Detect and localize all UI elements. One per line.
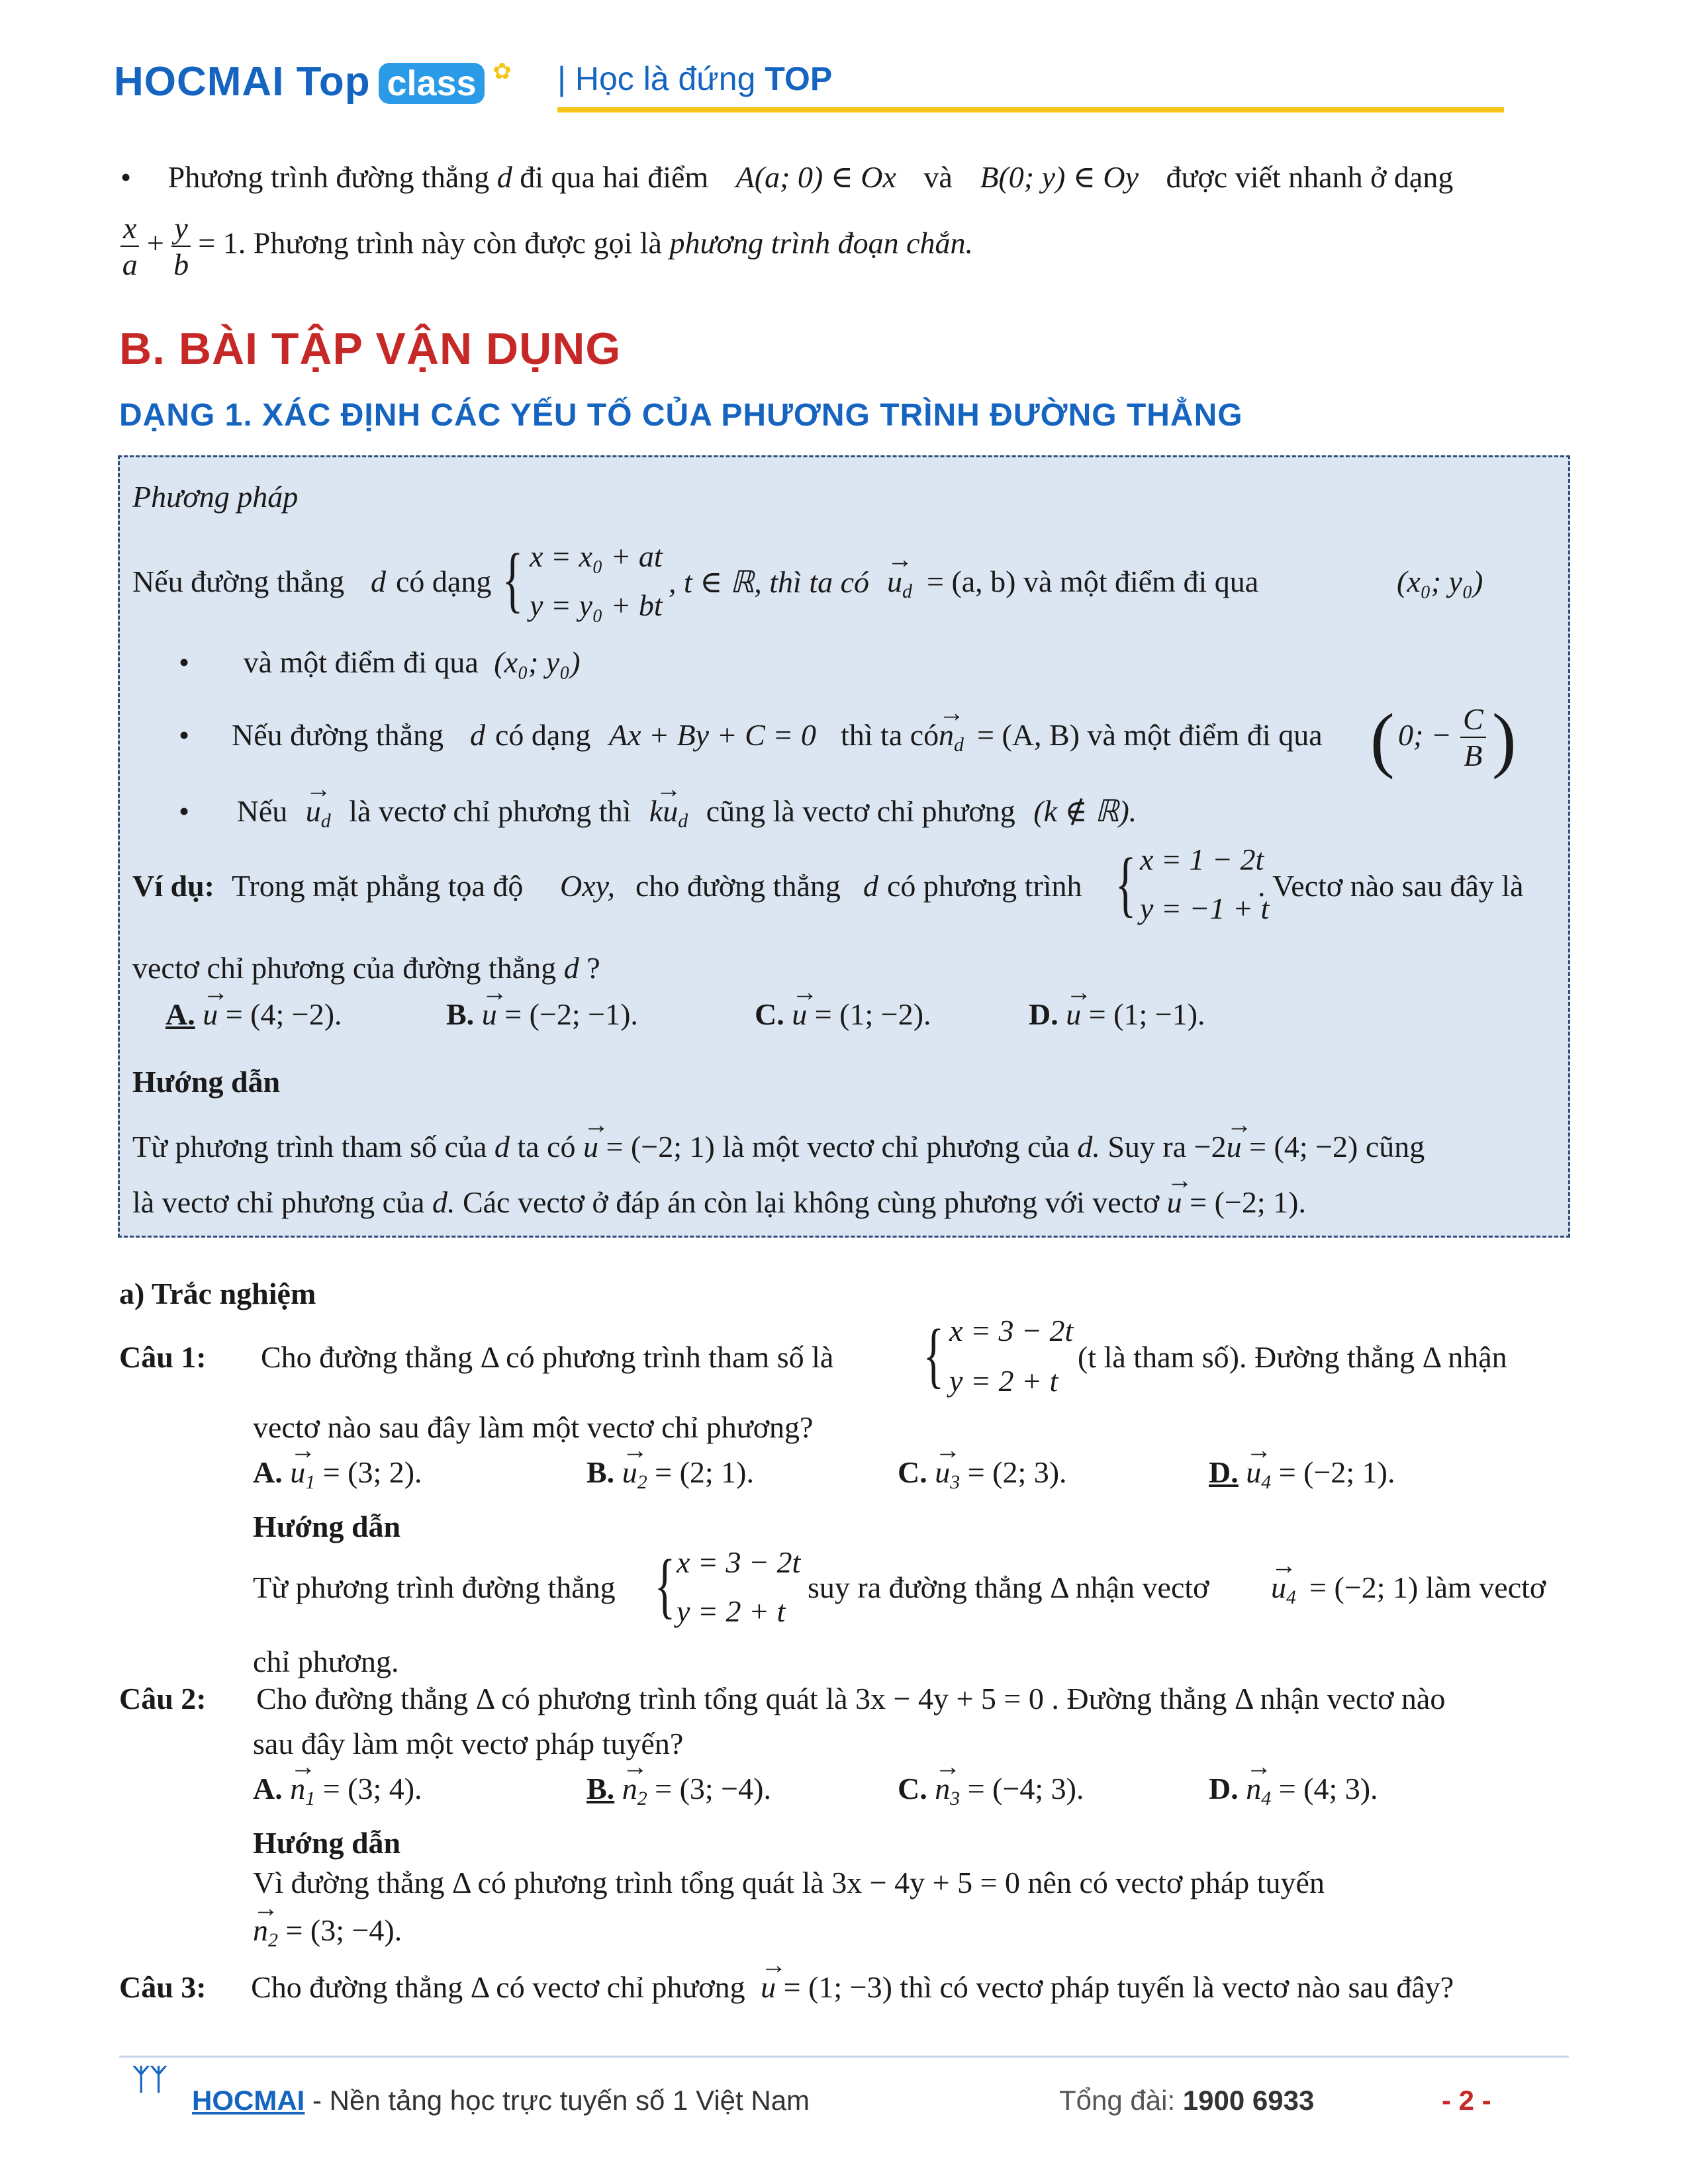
option-value: = (2; 3). xyxy=(967,1455,1067,1489)
example-hd-title: Hướng dẫn xyxy=(132,1065,281,1099)
q1-hd-sys-x: x = 3 − 2t xyxy=(677,1545,801,1579)
b3-text-c: cũng là vectơ chỉ phương xyxy=(706,794,1015,828)
b2-text-a: Nếu đường thẳng xyxy=(232,718,444,752)
point-b: B(0; y) ∈ Oy xyxy=(980,160,1139,194)
q2-hd-text-b: = (3; −4). xyxy=(285,1913,402,1947)
option-label: D. xyxy=(1209,1772,1239,1805)
example-text-2: cho đường thẳng xyxy=(635,869,841,903)
option-value: = (−4; 3). xyxy=(967,1772,1084,1805)
and-text: và xyxy=(923,160,953,194)
option-value: = (2; 1). xyxy=(655,1455,754,1489)
intro-eq: = 1. xyxy=(198,226,246,260)
q2-option-c: C. → $n_3 = (-4$; 3). xyxy=(898,1771,1084,1810)
question-3 xyxy=(119,1970,1569,2005)
option-b: B. → u = (−2; −1). xyxy=(446,997,638,1032)
hd1-text-c: = (−2; 1) là một vectơ chỉ phương của xyxy=(606,1130,1070,1163)
q2-option-a: A. → $n_1 = (3$; 4). xyxy=(253,1771,422,1810)
intro-term: phương trình đoạn chắn. xyxy=(669,226,973,260)
sys1-x: x = x₀ + at xyxy=(530,539,663,573)
footer-hotline xyxy=(1059,2085,1314,2116)
q1-sys-x: x = 3 − 2t xyxy=(949,1314,1074,1347)
bullet-icon: • xyxy=(120,160,132,194)
q2-hd-title: Hướng dẫn xyxy=(253,1826,401,1860)
example-line-2-text: vectơ chỉ phương của đường thẳng xyxy=(132,951,557,985)
hd1-text-d: Suy ra −2 xyxy=(1107,1130,1227,1163)
b3-text-d: (k ∉ ℝ). xyxy=(1033,794,1137,828)
q1-hd-title: Hướng dẫn xyxy=(253,1510,401,1543)
logo-text: HOCMAI Top xyxy=(114,59,371,105)
p1-point: (x₀; y₀) xyxy=(1397,565,1483,598)
footer-tagline: - Nền tảng học trực tuyến số 1 Việt Nam xyxy=(305,2085,810,2116)
dang-1-title: DẠNG 1. XÁC ĐỊNH CÁC YẾU TỐ CỦA PHƯƠNG TRÌNH ĐƯỜNG THẲNG xyxy=(119,398,1243,433)
option-label: A. xyxy=(253,1455,283,1489)
vector-n2: → $n_2$ xyxy=(253,1913,278,1952)
b3-text-a: Nếu xyxy=(236,794,288,828)
vector-u-d: → $u_d$ xyxy=(306,794,331,833)
vector-u: → u xyxy=(761,1970,776,2005)
p1-text-c: , t ∈ ℝ, thì ta có xyxy=(669,565,870,599)
option-c: C. → u = (1; −2). xyxy=(755,997,931,1032)
header-underline xyxy=(557,107,1504,113)
hotline-number: 1900 6933 xyxy=(1182,2085,1315,2116)
q1-sys-y: y = 2 + t xyxy=(949,1364,1058,1398)
bullet-icon: • xyxy=(179,645,190,679)
option-a: A. → u = (4; −2). xyxy=(165,997,342,1032)
q1-option-d: D. → $u_4 = (-2$; 1). xyxy=(1209,1455,1395,1494)
hd1-text-a: Từ phương trình tham số của xyxy=(132,1130,487,1163)
paren-icon: ( xyxy=(1370,699,1395,780)
intro-text: Phương trình đường thẳng xyxy=(167,160,490,194)
paren-icon: ) xyxy=(1492,699,1517,780)
method-title: Phương pháp xyxy=(132,480,299,514)
hotline-label: Tổng đài: xyxy=(1059,2085,1183,2116)
q2-hd-text-a: Vì đường thẳng Δ có phương trình tổng quát là 3x − 4y + 5 = 0 nên có vectơ pháp tuyến xyxy=(253,1866,1325,1899)
intro-text-2: đi qua hai điểm xyxy=(520,160,709,194)
option-value: = (−2; 1). xyxy=(1278,1455,1395,1489)
hd2-text-b: Các vectơ ở đáp án còn lại không cùng phương với vectơ xyxy=(462,1185,1160,1219)
page-number: - 2 - xyxy=(1442,2085,1491,2116)
footer-line xyxy=(119,2056,1569,2058)
option-label: D. xyxy=(1209,1455,1239,1489)
q2-options xyxy=(253,1771,1511,1811)
footer-text xyxy=(192,2085,810,2116)
brace-icon: { xyxy=(1115,843,1137,924)
footer-logo-icon: ᛉᛉ xyxy=(132,2064,167,2096)
q1-text-b: (t là tham số). Đường thẳng Δ nhận xyxy=(1078,1340,1507,1374)
example-oxy: Oxy, xyxy=(560,869,616,903)
q2-text-a: Cho đường thẳng Δ có phương trình tổng quát là 3x − 4y + 5 = 0 . Đường thẳng Δ nhận vectơ nào xyxy=(256,1682,1446,1715)
intro-line-2: $\frac{x}{a}$ + $\frac{y}{b}$ = 1. Phương trình này còn được gọi là phương trình đoạn chắn. xyxy=(120,210,973,282)
example-sys-y: y = −1 + t xyxy=(1140,891,1270,925)
bullet-icon: • xyxy=(179,718,190,752)
example-text: Trong mặt phẳng tọa độ xyxy=(232,869,524,903)
q1-text-a: Cho đường thẳng Δ có phương trình tham số là xyxy=(261,1340,834,1374)
hd2-text-c: = (−2; 1). xyxy=(1190,1185,1306,1219)
example-line-2: vectơ chỉ phương của đường thẳng d ? xyxy=(132,951,600,985)
bullet-icon: • xyxy=(179,794,190,828)
option-label: D. xyxy=(1029,997,1058,1031)
p1-text-d: = (a, b) và một điểm đi qua xyxy=(927,565,1259,598)
part-a-title: a) Trắc nghiệm xyxy=(119,1277,316,1310)
q3-text-b: = (1; −3) thì có vectơ pháp tuyến là vectơ nào sau đây? xyxy=(783,1970,1454,2004)
option-label: C. xyxy=(898,1772,927,1805)
p1-text-a: Nếu đường thẳng xyxy=(132,565,345,598)
star-icon: ✿ xyxy=(492,59,512,84)
option-label: B. xyxy=(586,1455,615,1489)
example-sys-x: x = 1 − 2t xyxy=(1140,842,1264,876)
option-label: C. xyxy=(898,1455,927,1489)
option-label: B. xyxy=(586,1772,615,1805)
b2-text-c: thì ta có xyxy=(841,718,939,752)
brace-icon: { xyxy=(923,1314,945,1395)
vector-u-d: → $u_d$ xyxy=(887,564,912,603)
option-label: B. xyxy=(446,997,475,1031)
q2-text-b: sau đây làm một vectơ pháp tuyến? xyxy=(253,1727,684,1760)
b2-text-d: = (A, B) và một điểm đi qua xyxy=(977,718,1323,752)
option-value: = (4; −2). xyxy=(225,997,342,1031)
q3-text-a: Cho đường thẳng Δ có vectơ chỉ phương xyxy=(251,1970,745,2004)
example: Ví dụ: Trong mặt phẳng tọa độ Oxy, cho đường thẳng d có phương trình { x = 1 − 2t y = −1 + t . Vectơ nào sau đây là xyxy=(132,842,1524,925)
q3-label: Câu 3: xyxy=(119,1970,207,2004)
b1-point: (x₀; y₀) xyxy=(494,645,581,679)
example-text-4: . Vectơ nào sau đây là xyxy=(1258,869,1524,903)
vector-u4: → $u_4$ xyxy=(1271,1570,1296,1609)
q1-hd-text-c: = (−2; 1) làm vectơ xyxy=(1309,1570,1546,1604)
b2-point: 0; − xyxy=(1398,718,1452,752)
p1-text-b: có dạng xyxy=(396,565,492,598)
q1-hd-text-d: chỉ phương. xyxy=(253,1645,399,1678)
option-label: C. xyxy=(755,997,784,1031)
header-logo xyxy=(114,58,512,105)
method-bullet-2: • Nếu đường thẳng d có dạng Ax + By + C = 0 thì ta có → $n_d$ = (A, B) và một điểm đi qua ( 0; − $\frac{C}{B}$ ) xyxy=(179,703,1556,782)
option-value: = (1; −1). xyxy=(1088,997,1205,1031)
intro-text-3: được viết nhanh ở dạng xyxy=(1166,160,1454,194)
q1-option-a: A. → $u_1 = (3$; 2). xyxy=(253,1455,422,1494)
q1-text-c: vectơ nào sau đây làm một vectơ chỉ phương? xyxy=(253,1410,814,1444)
question-1 xyxy=(119,1314,1569,1398)
example-hd-line-1: Từ phương trình tham số của d ta có → u = (−2; 1) là một vectơ chỉ phương của d. Suy ra −2→ u = (4; −2) cũng xyxy=(132,1129,1556,1164)
b3-text-b: là vectơ chỉ phương thì xyxy=(349,794,632,828)
b2-text-b: có dạng xyxy=(495,718,591,752)
example-hd-line-2: là vectơ chỉ phương của d. Các vectơ ở đáp án còn lại không cùng phương với vectơ → u = (−2; 1). xyxy=(132,1185,1306,1220)
example-label: Ví dụ: xyxy=(132,869,214,903)
method-bullet-3 xyxy=(179,793,1556,833)
example-q-mark: ? xyxy=(586,951,600,985)
option-value: = (4; 3). xyxy=(1278,1772,1378,1805)
q1-hd-text-a: Từ phương trình đường thẳng xyxy=(253,1570,616,1604)
option-value: = (−2; −1). xyxy=(504,997,638,1031)
b1-text: và một điểm đi qua xyxy=(243,645,479,679)
hd2-text-a: là vectơ chỉ phương của xyxy=(132,1185,425,1219)
option-value: = (3; −4). xyxy=(655,1772,771,1805)
intro-line-1: • Phương trình đường thẳng d đi qua hai điểm A(a; 0) ∈ Ox và B(0; y) ∈ Oy được viết nhanh ở dạng xyxy=(120,160,1454,194)
option-value: = (3; 2). xyxy=(322,1455,422,1489)
option-value: = (3; 4). xyxy=(322,1772,422,1805)
example-text-3: có phương trình xyxy=(887,869,1082,903)
point-a: A(a; 0) ∈ Ox xyxy=(735,160,896,194)
section-b-title: B. BÀI TẬP VẬN DỤNG xyxy=(119,324,622,374)
hd1-text-e: = (4; −2) cũng xyxy=(1249,1130,1425,1163)
option-label: A. xyxy=(253,1772,283,1805)
frac-y-b: $\frac{y}{b}$ xyxy=(171,210,190,282)
brace-icon: { xyxy=(502,539,524,619)
footer-brand[interactable]: HOCMAI xyxy=(192,2085,305,2116)
q1-option-b: B. → $u_2 = (2$; 1). xyxy=(586,1455,754,1494)
slogan-top: TOP xyxy=(765,60,833,97)
vector-ku-d: → $ku_d$ xyxy=(649,794,688,833)
q2-option-d: D. → $n_4 = (4$; 3). xyxy=(1209,1771,1378,1810)
q2-hd-line-2 xyxy=(253,1913,402,1952)
frac-c-b: $\frac{C}{B}$ xyxy=(1460,702,1486,773)
q1-hd xyxy=(253,1545,1570,1628)
method-bullet-1 xyxy=(179,645,581,680)
q1-options xyxy=(253,1455,1511,1494)
q2-label: Câu 2: xyxy=(119,1682,207,1715)
vector-n-d: → $n_d$ xyxy=(939,717,964,756)
option-value: = (1; −2). xyxy=(814,997,931,1031)
option-d: D. → u = (1; −1). xyxy=(1029,997,1205,1032)
q1-hd-sys-y: y = 2 + t xyxy=(677,1594,786,1628)
q1-label: Câu 1: xyxy=(119,1340,207,1374)
brace-icon: { xyxy=(654,1545,676,1625)
question-2 xyxy=(119,1681,1569,1716)
example-options xyxy=(165,997,1489,1036)
b2-eq: Ax + By + C = 0 xyxy=(609,718,816,752)
header-slogan xyxy=(557,60,832,98)
intro-text-4: Phương trình này còn được gọi là xyxy=(253,226,662,260)
hd1-text-b: ta có xyxy=(517,1130,576,1163)
slogan-text: | Học là đứng xyxy=(557,60,756,97)
q1-option-c: C. → $u_3 = (2$; 3). xyxy=(898,1455,1067,1494)
sys1-y: y = y₀ + bt xyxy=(530,588,663,622)
method-para-1: Nếu đường thẳng d có dạng { x = x₀ + at y = y₀ + bt , t ∈ ℝ, thì ta có → $u_d$ = (a, b) và một điểm đi qua (x₀; y₀) xyxy=(132,543,1562,635)
logo-badge: class xyxy=(379,63,484,104)
q1-hd-text-b: suy ra đường thẳng Δ nhận vectơ xyxy=(808,1570,1209,1604)
q2-option-b: B. → $n_2 = (3$; −4). xyxy=(586,1771,771,1810)
frac-x-a: $\frac{x}{a}$ xyxy=(120,210,139,282)
option-label: A. xyxy=(165,997,195,1031)
